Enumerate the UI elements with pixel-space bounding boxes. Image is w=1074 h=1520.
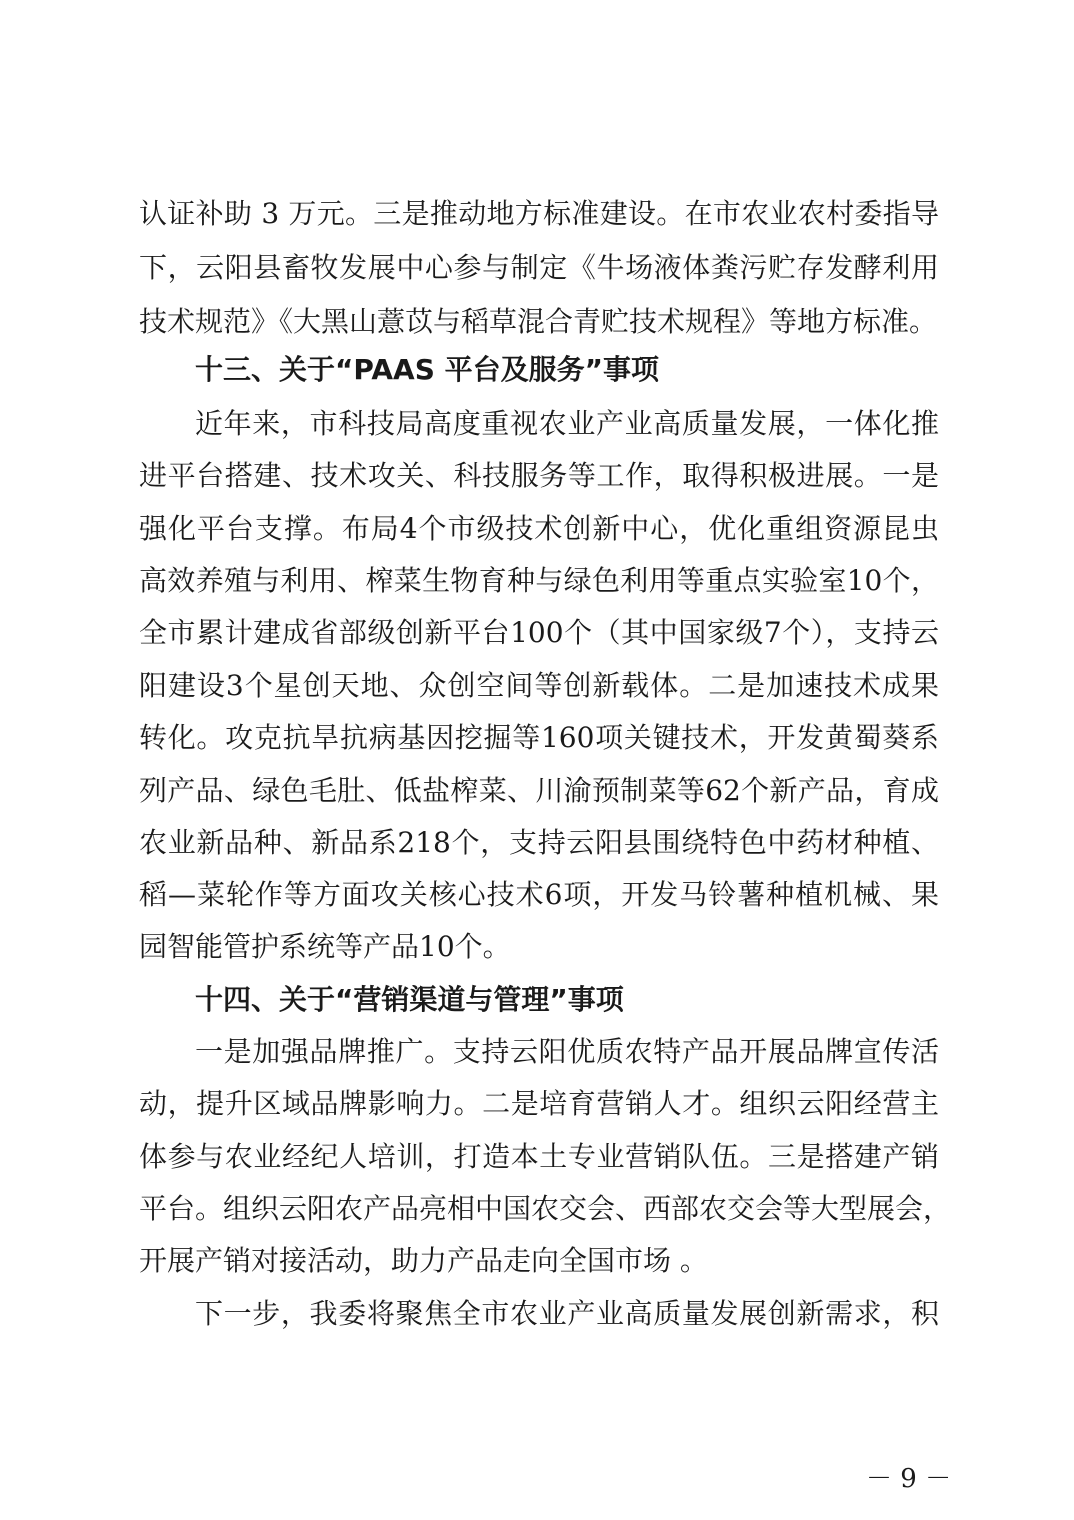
paragraph-line: 稻—菜轮作等方面攻关核心技术6项，开发马铃薯种植机械、果 — [139, 878, 939, 911]
paragraph-line: 园智能管护系统等产品10个。 — [139, 930, 511, 963]
paragraph-line: 一是加强品牌推广。支持云阳优质农特产品开展品牌宣传活 — [195, 1035, 939, 1068]
paragraph-line: 动，提升区域品牌影响力。二是培育营销人才。组织云阳经营主 — [139, 1087, 939, 1120]
paragraph-line: 开展产销对接活动，助力产品走向全国市场 。 — [139, 1244, 708, 1277]
paragraph-line: 全市累计建成省部级创新平台100个（其中国家级7个），支持云 — [139, 616, 939, 649]
paragraph-line: 平台。组织云阳农产品亮相中国农交会、西部农交会等大型展会， — [139, 1192, 952, 1225]
section-heading-13: 十三、关于“PAAS 平台及服务”事项 — [195, 353, 660, 386]
paragraph-line: 进平台搭建、技术攻关、科技服务等工作，取得积极进展。一是 — [139, 459, 939, 492]
paragraph-line: 高效养殖与利用、榨菜生物育种与绿色利用等重点实验室10个， — [139, 564, 939, 597]
paragraph-line: 列产品、绿色毛肚、低盐榨菜、川渝预制菜等62个新产品，育成 — [139, 774, 939, 807]
body-text-line: 认证补助 3 万元。三是推动地方标准建设。在市农业农村委指导 — [139, 197, 939, 230]
body-text-line: 下，云阳县畜牧发展中心参与制定《牛场液体粪污贮存发酵利用 — [139, 251, 939, 284]
paragraph-line: 转化。攻克抗旱抗病基因挖掘等160项关键技术，开发黄蜀葵系 — [139, 721, 939, 754]
page-number: － 9 － — [866, 1464, 952, 1494]
paragraph-line: 农业新品种、新品系218个，支持云阳县围绕特色中药材种植、 — [139, 826, 939, 859]
paragraph-line: 体参与农业经纪人培训，打造本土专业营销队伍。三是搭建产销 — [139, 1140, 939, 1173]
paragraph-line: 阳建设3个星创天地、众创空间等创新载体。二是加速技术成果 — [139, 669, 939, 702]
section-heading-14: 十四、关于“营销渠道与管理”事项 — [195, 983, 624, 1016]
body-text-line: 技术规范》《大黑山薏苡与稻草混合青贮技术规程》等地方标准。 — [139, 305, 938, 338]
paragraph-line: 近年来，市科技局高度重视农业产业高质量发展，一体化推 — [195, 407, 939, 440]
paragraph-line: 强化平台支撑。布局4个市级技术创新中心，优化重组资源昆虫 — [139, 512, 939, 545]
paragraph-line: 下一步，我委将聚焦全市农业产业高质量发展创新需求，积 — [195, 1297, 939, 1330]
